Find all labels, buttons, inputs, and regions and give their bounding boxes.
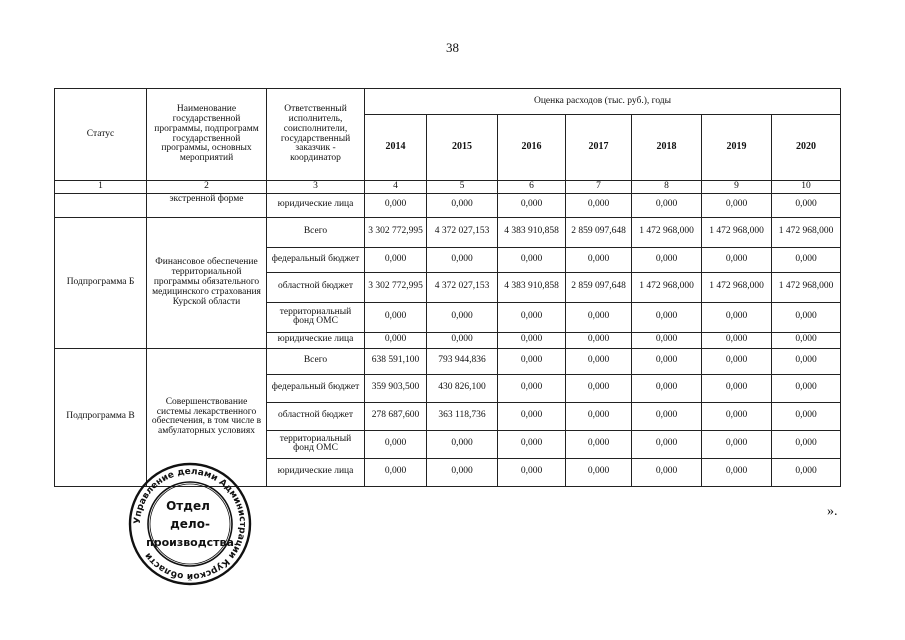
value-cell: 0,000 (498, 458, 566, 486)
header-year: 2014 (365, 115, 427, 181)
value-cell: 2 859 097,648 (566, 272, 632, 302)
funding-source: областной бюджет (267, 402, 365, 430)
header-year: 2019 (702, 115, 772, 181)
office-stamp (128, 462, 252, 586)
value-cell: 0,000 (632, 302, 702, 332)
value-cell: 0,000 (632, 348, 702, 374)
value-cell: 0,000 (498, 302, 566, 332)
column-number: 4 (365, 181, 427, 194)
funding-source: юридические лица (267, 332, 365, 348)
value-cell: 0,000 (772, 193, 841, 217)
header-costs: Оценка расходов (тыс. руб.), годы (365, 89, 841, 115)
header-year: 2018 (632, 115, 702, 181)
funding-source: федеральный бюджет (267, 247, 365, 272)
column-number: 2 (147, 181, 267, 194)
stamp-line: производства (146, 536, 234, 549)
value-cell: 0,000 (427, 247, 498, 272)
value-cell: 363 118,736 (427, 402, 498, 430)
column-numbers-row (55, 181, 841, 194)
value-cell: 4 383 910,858 (498, 217, 566, 247)
closing-quote-mark: ». (827, 504, 838, 519)
value-cell: 0,000 (632, 458, 702, 486)
value-cell: 0,000 (566, 348, 632, 374)
value-cell: 4 383 910,858 (498, 272, 566, 302)
value-cell: 0,000 (772, 430, 841, 458)
header-executor: Ответственный исполнитель, соисполнители, государственный заказчик - координатор (267, 89, 365, 181)
column-number: 9 (702, 181, 772, 194)
value-cell: 0,000 (498, 374, 566, 402)
value-cell: 0,000 (702, 332, 772, 348)
value-cell: 1 472 968,000 (772, 272, 841, 302)
value-cell: 0,000 (427, 302, 498, 332)
stamp-line: Отдел (166, 499, 210, 513)
value-cell: 3 302 772,995 (365, 217, 427, 247)
value-cell: 0,000 (427, 458, 498, 486)
page-number: 38 (446, 40, 459, 55)
table-row (55, 348, 841, 374)
column-number: 1 (55, 181, 147, 194)
value-cell: 0,000 (365, 247, 427, 272)
value-cell: 0,000 (702, 458, 772, 486)
funding-source: территориальный фонд ОМС (267, 302, 365, 332)
header-status: Статус (55, 89, 147, 181)
value-cell: 0,000 (427, 332, 498, 348)
value-cell: 0,000 (772, 374, 841, 402)
table-row (55, 217, 841, 247)
column-number: 8 (632, 181, 702, 194)
stamp-line: дело- (170, 517, 210, 531)
subprogram-status: Подпрограмма В (55, 348, 147, 486)
value-cell: 0,000 (632, 193, 702, 217)
value-cell: 0,000 (498, 348, 566, 374)
program-name-cell: экстренной форме (147, 193, 267, 217)
value-cell: 638 591,100 (365, 348, 427, 374)
value-cell: 0,000 (632, 332, 702, 348)
value-cell: 0,000 (566, 402, 632, 430)
value-cell: 1 472 968,000 (702, 217, 772, 247)
value-cell: 0,000 (702, 348, 772, 374)
value-cell: 1 472 968,000 (632, 217, 702, 247)
value-cell: 1 472 968,000 (772, 217, 841, 247)
value-cell: 0,000 (566, 430, 632, 458)
value-cell: 0,000 (498, 193, 566, 217)
column-number: 6 (498, 181, 566, 194)
value-cell: 0,000 (632, 430, 702, 458)
funding-source: Всего (267, 348, 365, 374)
column-number: 3 (267, 181, 365, 194)
value-cell: 0,000 (772, 247, 841, 272)
value-cell: 0,000 (772, 302, 841, 332)
value-cell: 1 472 968,000 (702, 272, 772, 302)
value-cell: 0,000 (498, 430, 566, 458)
value-cell: 3 302 772,995 (365, 272, 427, 302)
value-cell: 0,000 (702, 247, 772, 272)
column-number: 5 (427, 181, 498, 194)
value-cell: 0,000 (566, 247, 632, 272)
header-year: 2016 (498, 115, 566, 181)
budget-table (54, 88, 841, 487)
value-cell: 359 903,500 (365, 374, 427, 402)
value-cell: 0,000 (365, 332, 427, 348)
value-cell: 793 944,836 (427, 348, 498, 374)
value-cell: 0,000 (566, 302, 632, 332)
value-cell: 0,000 (427, 193, 498, 217)
funding-source: Всего (267, 217, 365, 247)
value-cell: 0,000 (702, 374, 772, 402)
value-cell: 1 472 968,000 (632, 272, 702, 302)
value-cell: 0,000 (498, 332, 566, 348)
column-number: 7 (566, 181, 632, 194)
subprogram-status: Подпрограмма Б (55, 217, 147, 348)
value-cell: 0,000 (498, 402, 566, 430)
header-year: 2017 (566, 115, 632, 181)
stamp-ring-text: Управление делами Администрации Курской области (132, 466, 248, 582)
value-cell: 0,000 (566, 332, 632, 348)
value-cell: 0,000 (702, 430, 772, 458)
value-cell: 0,000 (365, 193, 427, 217)
value-cell: 0,000 (365, 302, 427, 332)
header-year: 2015 (427, 115, 498, 181)
funding-source: юридические лица (267, 193, 365, 217)
value-cell: 0,000 (702, 302, 772, 332)
funding-source: областной бюджет (267, 272, 365, 302)
value-cell: 0,000 (702, 402, 772, 430)
funding-source: юридические лица (267, 458, 365, 486)
value-cell: 4 372 027,153 (427, 272, 498, 302)
status-cell (55, 193, 147, 217)
funding-source: федеральный бюджет (267, 374, 365, 402)
subprogram-name: Совершенствование системы лекарственного обеспечения, в том числе в амбулаторных условиях (147, 348, 267, 486)
column-number: 10 (772, 181, 841, 194)
value-cell: 0,000 (566, 374, 632, 402)
value-cell: 0,000 (365, 458, 427, 486)
value-cell: 0,000 (772, 458, 841, 486)
value-cell: 0,000 (566, 193, 632, 217)
subprogram-name: Финансовое обеспечение территориальной программы обязательного медицинского страхования Курской области (147, 217, 267, 348)
value-cell: 0,000 (702, 193, 772, 217)
header-name: Наименование государственной программы, подпрограмм государственной программы, основных мероприятий (147, 89, 267, 181)
value-cell: 0,000 (772, 348, 841, 374)
header-year: 2020 (772, 115, 841, 181)
value-cell: 0,000 (427, 430, 498, 458)
value-cell: 0,000 (632, 402, 702, 430)
table-row (55, 193, 841, 217)
value-cell: 0,000 (632, 247, 702, 272)
value-cell: 0,000 (365, 430, 427, 458)
funding-source: территориальный фонд ОМС (267, 430, 365, 458)
value-cell: 0,000 (498, 247, 566, 272)
value-cell: 430 826,100 (427, 374, 498, 402)
value-cell: 0,000 (632, 374, 702, 402)
value-cell: 2 859 097,648 (566, 217, 632, 247)
value-cell: 278 687,600 (365, 402, 427, 430)
value-cell: 0,000 (772, 402, 841, 430)
value-cell: 0,000 (566, 458, 632, 486)
value-cell: 4 372 027,153 (427, 217, 498, 247)
value-cell: 0,000 (772, 332, 841, 348)
